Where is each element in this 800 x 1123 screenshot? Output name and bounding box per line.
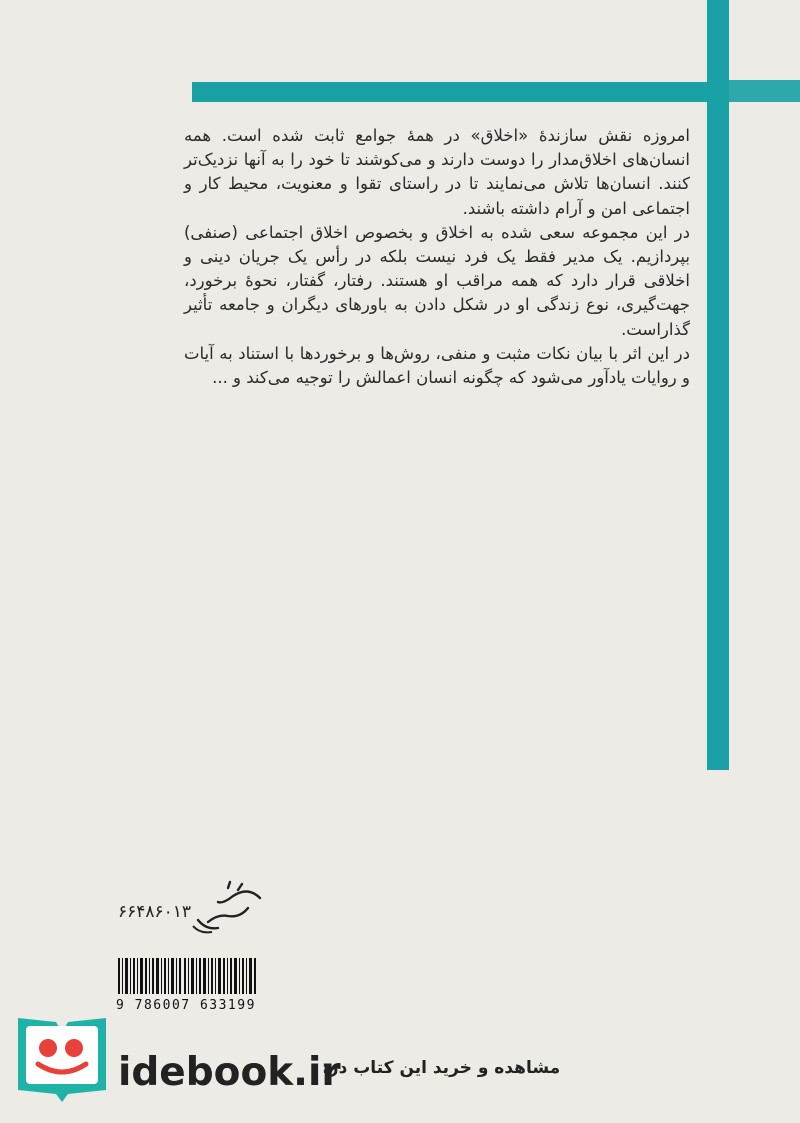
blurb-paragraph-1: امروزه نقش سازندهٔ «اخلاق» در همهٔ جوامع ثابت شده است. همه انسان‌های اخلاق‌مدار را دوست دارند و می‌کوشند تا خود را به آنها نزدیک‌تر کنند. انسان‌ها تلاش می‌نمایند تا در راستای تقوا و معنویت، محیط کار و اجتماعی امن و آرام داشته باشند. xyxy=(184,126,690,218)
teal-horizontal-bar-right xyxy=(729,80,800,102)
idebook-logo-icon xyxy=(12,1012,112,1112)
isbn-number: 9 786007 633199 xyxy=(116,998,256,1013)
blurb-text xyxy=(184,124,690,390)
publisher-logo-icon xyxy=(178,878,278,938)
publisher-phone: ۶۶۴۸۶۰۱۳ xyxy=(118,902,192,922)
barcode xyxy=(118,958,258,994)
teal-horizontal-bar xyxy=(192,82,707,102)
teal-vertical-bar xyxy=(707,0,729,770)
blurb-paragraph-3: در این اثر با بیان نکات مثبت و منفی، روش‌ها و برخوردها با استناد به آیات و روایات یادآور می‌شود که چگونه انسان اعمالش را توجیه می‌کند و ... xyxy=(184,343,690,388)
promo-text: مشاهده و خرید این کتاب در: xyxy=(322,1058,561,1078)
blurb-paragraph-2: در این مجموعه سعی شده به اخلاق و بخصوص اخلاق اجتماعی (صنفی) بپردازیم. یک مدیر فقط یک فرد نیست بلکه در رأس یک جریان دینی و اخلاقی قرار دارد که همه مراقب او هستند. رفتار، گفتار، نحوهٔ برخورد، جهت‌گیری، نوع زندگی او در شکل دادن به باورهای دیگران و جامعه تأثیر گذاراست. xyxy=(184,222,690,339)
brand-wordmark[interactable]: idebook.ir xyxy=(118,1050,341,1095)
